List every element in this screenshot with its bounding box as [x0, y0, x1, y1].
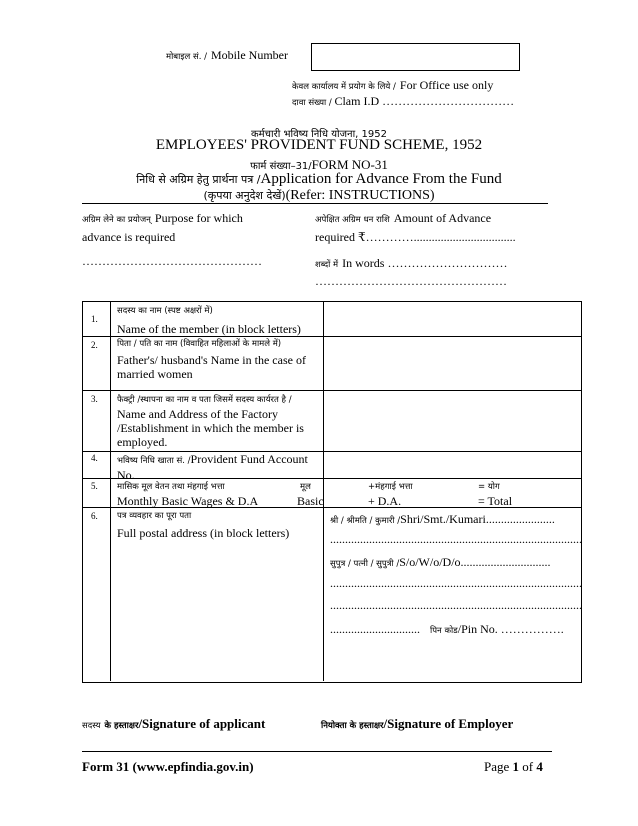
member-name-field[interactable] [324, 302, 580, 336]
row-number: 3. [91, 394, 98, 404]
father-husband-name-field[interactable] [324, 337, 580, 390]
wages-label-hindi: मासिक मूल वेतन तथा मंहगाई भत्ता [117, 482, 225, 492]
row-number: 2. [91, 340, 98, 350]
header-rule [82, 203, 548, 204]
address-line[interactable]: .................................................................................... [330, 532, 582, 546]
row-number: 5. [91, 481, 98, 491]
total-label-hindi: = योग [478, 482, 500, 492]
purpose-field[interactable]: ……………………………………… [82, 254, 262, 268]
establishment-field[interactable] [324, 391, 580, 451]
form-number: फार्म संख्या–31/FORM NO-31 [250, 157, 388, 172]
address-line[interactable]: .................................................................................... [330, 598, 582, 612]
wages-label: Monthly Basic Wages & D.A [117, 494, 259, 508]
mobile-number-field[interactable] [311, 43, 520, 71]
establishment-label: फैक्ट्री /स्थापना का नाम व पता जिसमें सदस्य कार्यरत है / Name and Address of the Factory /Establishment in which the member is employed. [117, 395, 304, 449]
row-number: 6. [91, 511, 98, 521]
applicant-signature: सदस्य के हस्ताक्षर/Signature of applicant [82, 716, 266, 731]
scheme-title: EMPLOYEES' PROVIDENT FUND SCHEME, 1952 [155, 137, 483, 153]
office-use-label: केवल कार्यालय में प्रयोग के लिये / For Office use only [292, 78, 494, 92]
basic-label-hindi: मूल [300, 482, 311, 492]
basic-field[interactable]: Basic [297, 494, 324, 508]
col-divider [110, 301, 111, 681]
relation-line[interactable]: सुपुत्र / पत्नी / सुपुत्री /S/o/W/o/D/o.............................. [330, 555, 551, 569]
row-number: 4. [91, 453, 98, 463]
da-field[interactable]: + D.A. [368, 494, 402, 508]
footer-rule [82, 751, 552, 752]
refer-instructions: (कृपया अनुदेश देखें)(Refer: INSTRUCTIONS) [203, 188, 435, 203]
employer-signature: नियोक्ता के हस्ताक्षर/Signature of Employer [321, 716, 514, 731]
mobile-label: मोबाइल सं. / Mobile Number [166, 48, 288, 62]
footer-form-label: Form 31 (www.epfindia.gov.in) [82, 759, 254, 774]
scheme-title-hindi: कर्मचारी भविष्य निधि योजना, 1952 [251, 129, 387, 140]
total-field[interactable]: = Total [478, 494, 513, 508]
pin-code-line[interactable]: .............................. पिन कोड/Pin No. ……………. [330, 622, 564, 636]
da-label-hindi: +मंहगाई भत्ता [368, 482, 413, 492]
claim-id-field: दावा संख्या / Clam I.D …………………………… [292, 94, 515, 108]
postal-address-label: पत्र व्यवहार का पूरा पता Full postal address (in block letters) [117, 511, 290, 540]
amount-words-cont[interactable]: ………………………………………… [315, 274, 507, 288]
member-name-label: सदस्य का नाम (स्पष्ट अक्षरों में) Name of the member (in block letters) [117, 306, 301, 336]
amount-label: अपेक्षित अग्रिम धन राशि Amount of Advance [315, 211, 492, 225]
purpose-label-cont: advance is required [82, 230, 176, 244]
address-line[interactable]: .................................................................................... [330, 576, 582, 590]
purpose-label: अग्रिम लेने का प्रयोजन् Purpose for which [82, 211, 243, 225]
row-number: 1. [91, 314, 98, 324]
page-indicator: Page 1 of 4 [484, 759, 543, 774]
amount-words-field[interactable]: शब्दों में In words ………………………… [315, 256, 508, 270]
name-address-line[interactable]: श्री / श्रीमति / कुमारी /Shri/Smt./Kumari....................... [330, 512, 555, 526]
father-husband-name-label: पिता / पति का नाम (विवाहित महिलाओं के मामले में) Father's/ husband's Name in the case of married women [117, 339, 306, 381]
pf-account-field[interactable] [324, 452, 580, 478]
amount-field[interactable]: required ₹………….................................. [315, 230, 516, 244]
pf-account-label: भविष्य निधि खाता सं. /Provident Fund Account No. [117, 452, 308, 482]
application-title: निधि से अग्रिम हेतु प्रार्थना पत्र /Application for Advance From the Fund [136, 171, 502, 187]
